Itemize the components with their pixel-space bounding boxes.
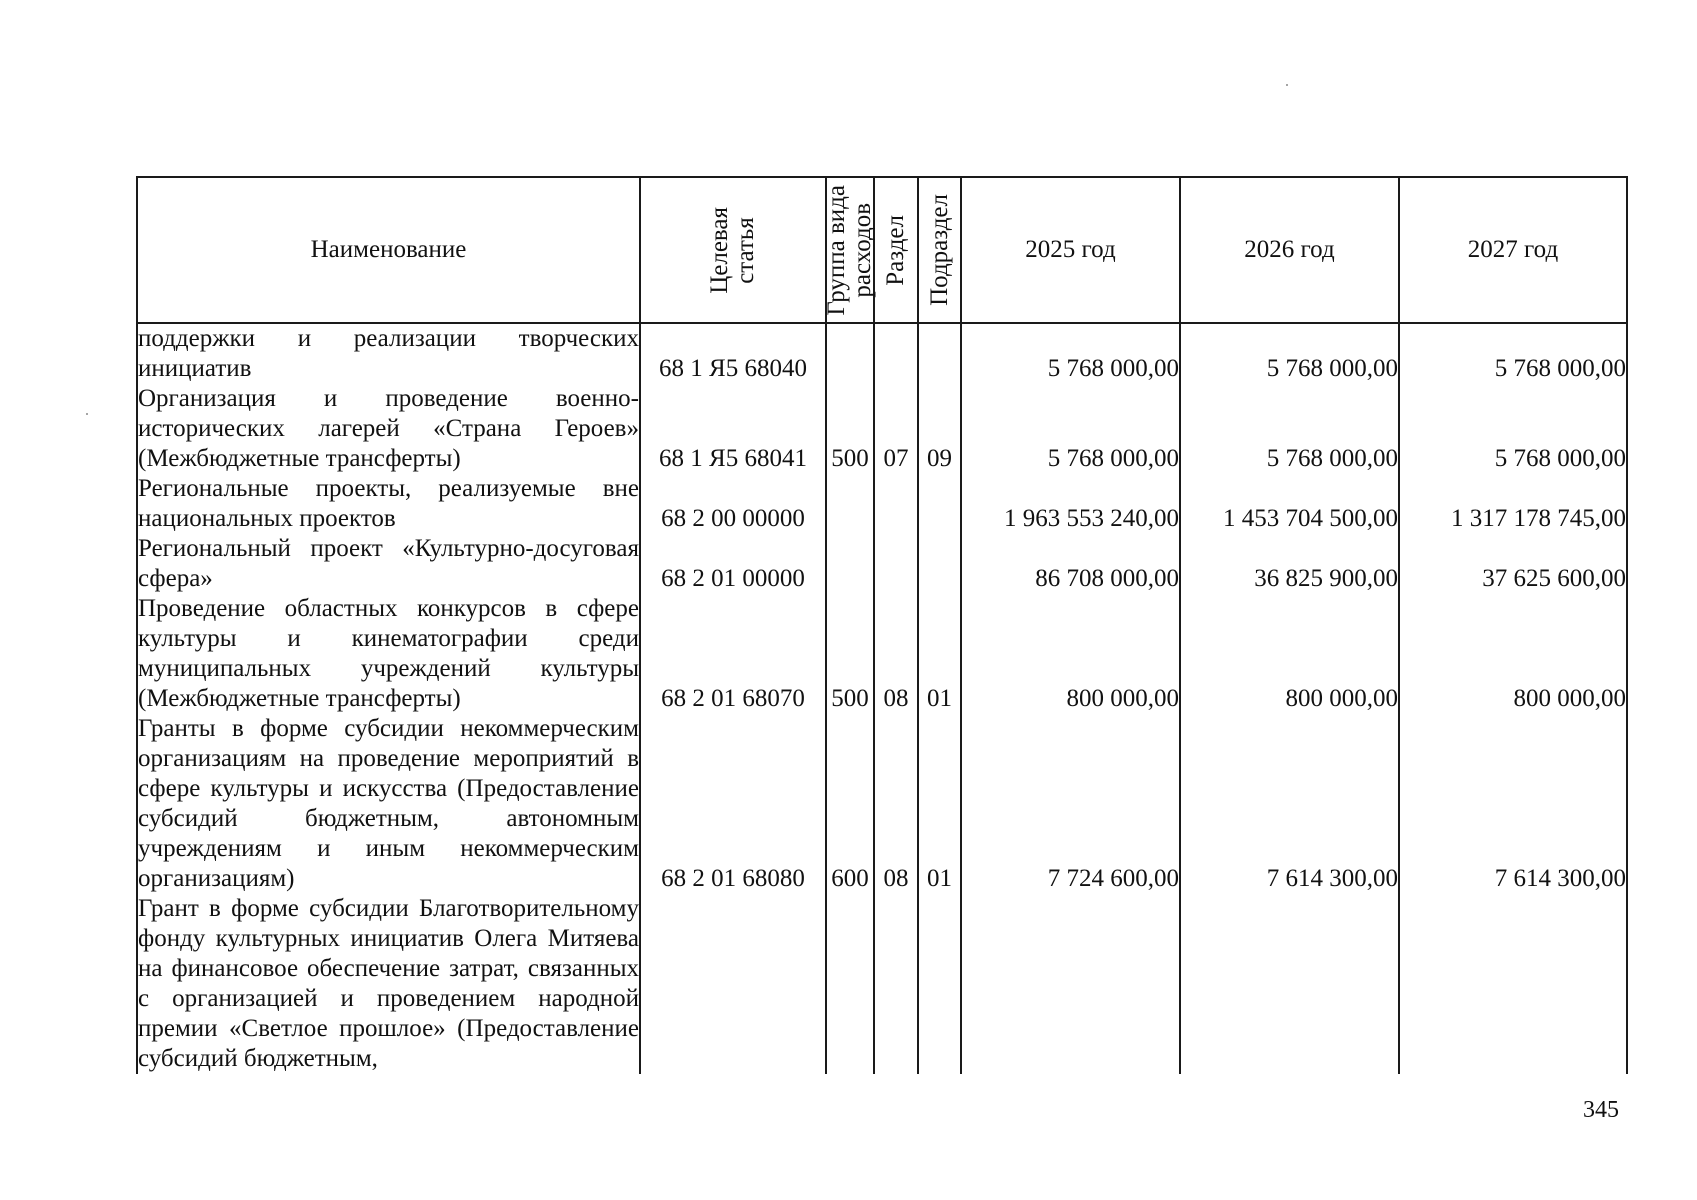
table-row: [137, 384, 1627, 474]
header-2027: 2027 год: [1399, 177, 1627, 323]
row-group: [826, 323, 874, 384]
row-section: 08: [874, 594, 918, 714]
header-target-label: Целевая статья: [706, 206, 759, 294]
table-row: [137, 474, 1627, 534]
row-2025: 800 000,00: [961, 594, 1180, 714]
row-section: 07: [874, 384, 918, 474]
row-name: поддержки и реализации творческих инициатив: [138, 325, 639, 382]
row-group: [826, 894, 874, 1074]
table-row: [137, 534, 1627, 594]
row-2027: 5 768 000,00: [1399, 384, 1627, 474]
row-section: [874, 474, 918, 534]
page-number: 345: [1583, 1097, 1619, 1123]
row-code: 68 2 01 00000: [640, 534, 826, 594]
row-2027: 800 000,00: [1399, 594, 1627, 714]
header-2025: 2025 год: [961, 177, 1180, 323]
row-subsection: [918, 534, 961, 594]
header-subsection: [918, 177, 961, 323]
row-2027: 7 614 300,00: [1399, 714, 1627, 894]
row-2026: 1 453 704 500,00: [1180, 474, 1399, 534]
row-section: [874, 534, 918, 594]
row-2027: 5 768 000,00: [1399, 323, 1627, 384]
row-subsection: [918, 323, 961, 384]
row-group: [826, 534, 874, 594]
table-row: [137, 894, 1627, 1074]
scan-speck: [1286, 84, 1288, 86]
row-group: 500: [826, 594, 874, 714]
table-row: [137, 594, 1627, 714]
row-subsection: 01: [918, 714, 961, 894]
scan-speck: [86, 413, 88, 415]
row-section: [874, 323, 918, 384]
row-name: Региональный проект «Культурно-досуговая сфера»: [138, 535, 639, 592]
row-name: Грант в форме субсидии Благотворительному фонду культурных инициатив Олега Митяева на финансовое обеспечение затрат, связанных с организацией и проведением народной премии «Светлое прошлое» (Предоставление субсидий бюджетным,: [138, 895, 639, 1072]
row-group: [826, 474, 874, 534]
row-name: Проведение областных конкурсов в сфере культуры и кинематографии среди муниципальных учреждений культуры (Межбюджетные трансферты): [138, 595, 639, 712]
row-code: 68 1 Я5 68041: [640, 384, 826, 474]
row-subsection: 01: [918, 594, 961, 714]
row-2027: 1 317 178 745,00: [1399, 474, 1627, 534]
row-code: 68 2 01 68070: [640, 594, 826, 714]
header-group: [823, 177, 876, 323]
header-2026: 2026 год: [1180, 177, 1399, 323]
header-target: [640, 177, 826, 323]
row-section: 08: [874, 714, 918, 894]
header-section-label: Раздел: [882, 214, 909, 286]
row-name: Региональные проекты, реализуемые вне национальных проектов: [138, 475, 639, 532]
table-header-row: [137, 177, 1627, 323]
row-2026: 5 768 000,00: [1180, 384, 1399, 474]
row-2026: 7 614 300,00: [1180, 714, 1399, 894]
header-name: Наименование: [137, 177, 640, 323]
table-row: [137, 323, 1627, 384]
row-name: Организация и проведение военно-исторических лагерей «Страна Героев» (Межбюджетные трансферты): [138, 385, 639, 472]
row-2025: [961, 894, 1180, 1074]
budget-table: [136, 176, 1628, 1074]
row-subsection: [918, 894, 961, 1074]
row-section: [874, 894, 918, 1074]
row-2027: 37 625 600,00: [1399, 534, 1627, 594]
row-subsection: 09: [918, 384, 961, 474]
row-2025: 5 768 000,00: [961, 323, 1180, 384]
row-2025: 86 708 000,00: [961, 534, 1180, 594]
row-name: Гранты в форме субсидии некоммерческим организациям на проведение мероприятий в сфере культуры и искусства (Предоставление субсидий бюджетным, автономным учреждениям и иным некоммерческим организациям): [138, 715, 639, 892]
row-2026: 800 000,00: [1180, 594, 1399, 714]
row-code: [640, 894, 826, 1074]
row-group: 600: [826, 714, 874, 894]
row-code: 68 2 00 00000: [640, 474, 826, 534]
row-2025: 5 768 000,00: [961, 384, 1180, 474]
row-subsection: [918, 474, 961, 534]
row-2027: [1399, 894, 1627, 1074]
row-2025: 1 963 553 240,00: [961, 474, 1180, 534]
header-subsection-label: Подраздел: [925, 194, 953, 306]
row-2026: [1180, 894, 1399, 1074]
header-group-label: Группа вида расходов: [823, 184, 876, 316]
row-2026: 5 768 000,00: [1180, 323, 1399, 384]
row-2025: 7 724 600,00: [961, 714, 1180, 894]
table-row: [137, 714, 1627, 894]
row-2026: 36 825 900,00: [1180, 534, 1399, 594]
row-group: 500: [826, 384, 874, 474]
header-section: [874, 177, 918, 323]
row-code: 68 2 01 68080: [640, 714, 826, 894]
row-code: 68 1 Я5 68040: [640, 323, 826, 384]
